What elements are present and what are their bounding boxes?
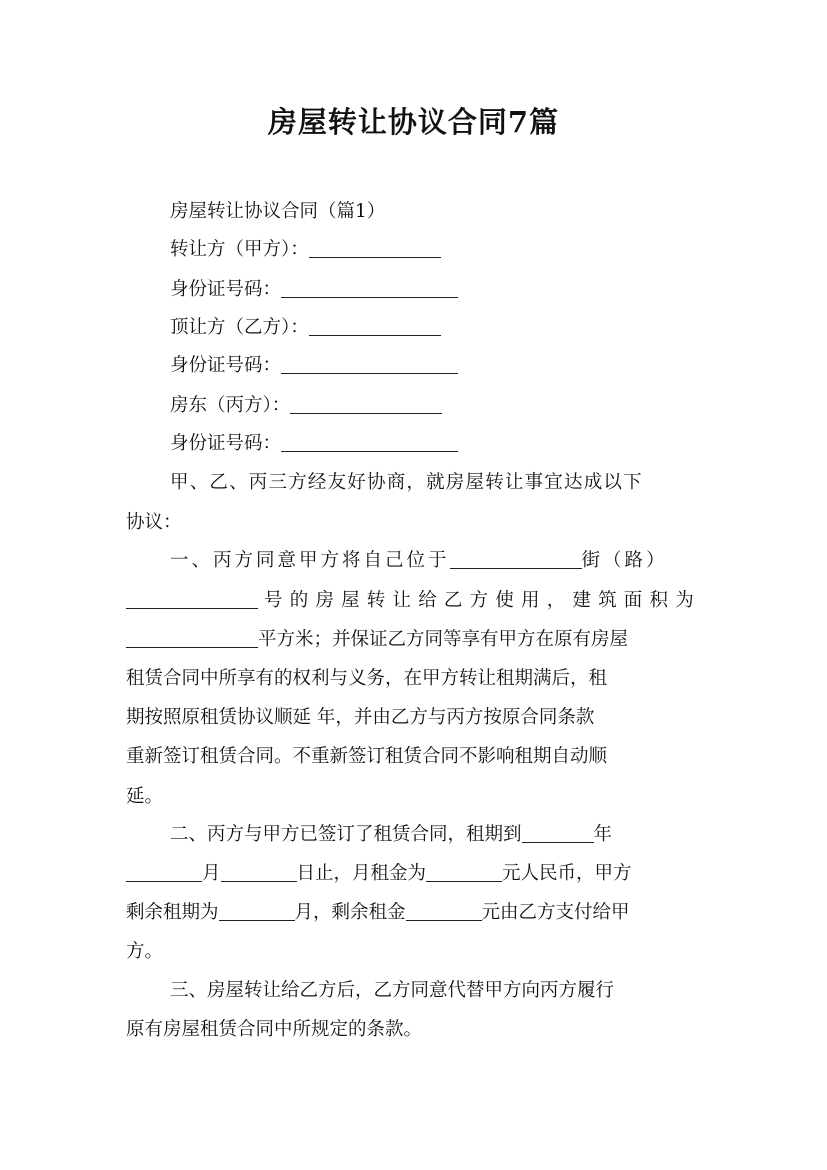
text-run: 剩余租期为	[126, 902, 219, 923]
id-field	[170, 277, 458, 303]
field-label: 身份证号码：	[170, 433, 282, 454]
blank-line	[290, 393, 442, 414]
id-field	[170, 353, 458, 379]
text-run: 一、丙方同意甲方将自己位于	[170, 550, 450, 571]
field-label: 顶让方（乙方）：	[170, 317, 309, 338]
text-run: 月	[202, 863, 221, 884]
paragraph-line: 甲、乙、丙三方经友好协商，就房屋转让事宜达成以下	[170, 472, 643, 493]
clause-2-line	[126, 861, 632, 887]
blank-line	[126, 861, 202, 882]
clause-1-line	[126, 627, 628, 653]
blank-line	[126, 627, 258, 648]
text-run: 元由乙方支付给甲	[481, 902, 630, 923]
clause-2-line	[170, 822, 612, 848]
field-label: 转让方（甲方）：	[170, 239, 309, 260]
clause-2-line: 方。	[126, 941, 164, 962]
text-run: 元人民币，甲方	[502, 863, 632, 884]
field-label: 房东（丙方）：	[170, 395, 291, 416]
clause-1-line: 期按照原租赁协议顺延 年，并由乙方与丙方按原合同条款	[126, 707, 595, 728]
blank-line	[426, 861, 502, 882]
text-run: 月，剩余租金	[294, 902, 406, 923]
section-heading: 房屋转让协议合同（篇1）	[170, 201, 386, 222]
clause-3-line: 原有房屋租赁合同中所规定的条款。	[126, 1019, 423, 1040]
text-run: 二、丙方与甲方已签订了租赁合同，租期到	[170, 824, 522, 845]
clause-1-line	[126, 588, 701, 614]
blank-line	[522, 822, 594, 843]
field-label: 身份证号码：	[170, 355, 282, 376]
blank-line	[221, 861, 297, 882]
text-run: 号的房屋转让给乙方使用，建筑面积为	[264, 590, 701, 611]
field-label: 身份证号码：	[170, 279, 282, 300]
blank-line	[309, 315, 441, 336]
text-run: 年	[593, 824, 613, 845]
clause-3-line: 三、房屋转让给乙方后，乙方同意代替甲方向丙方履行	[170, 980, 615, 1001]
blank-line	[281, 431, 458, 452]
clause-1-line: 租赁合同中所享有的权利与义务，在甲方转让租期满后，租	[126, 668, 608, 689]
clause-1-line: 延。	[126, 786, 164, 807]
party-field-transferor	[170, 237, 441, 263]
blank-line	[219, 900, 295, 921]
id-field	[170, 431, 458, 457]
blank-line	[406, 900, 482, 921]
paragraph-line: 协议：	[126, 512, 182, 533]
text-run: 平方米；并保证乙方同等享有甲方在原有房屋	[258, 629, 629, 650]
blank-line	[309, 237, 441, 258]
blank-line	[281, 353, 458, 374]
party-field-transferee	[170, 315, 441, 341]
clause-1-line	[170, 548, 668, 574]
blank-line	[450, 548, 582, 569]
party-field-landlord	[170, 393, 442, 419]
text-run: 街（路）	[581, 550, 668, 571]
document-title: 房屋转让协议合同7篇	[267, 105, 560, 139]
blank-line	[126, 588, 258, 609]
clause-1-line: 重新签订租赁合同。不重新签订租赁合同不影响租期自动顺	[126, 746, 608, 767]
blank-line	[281, 277, 458, 298]
clause-2-line	[126, 900, 630, 926]
text-run: 日止，月租金为	[296, 863, 427, 884]
